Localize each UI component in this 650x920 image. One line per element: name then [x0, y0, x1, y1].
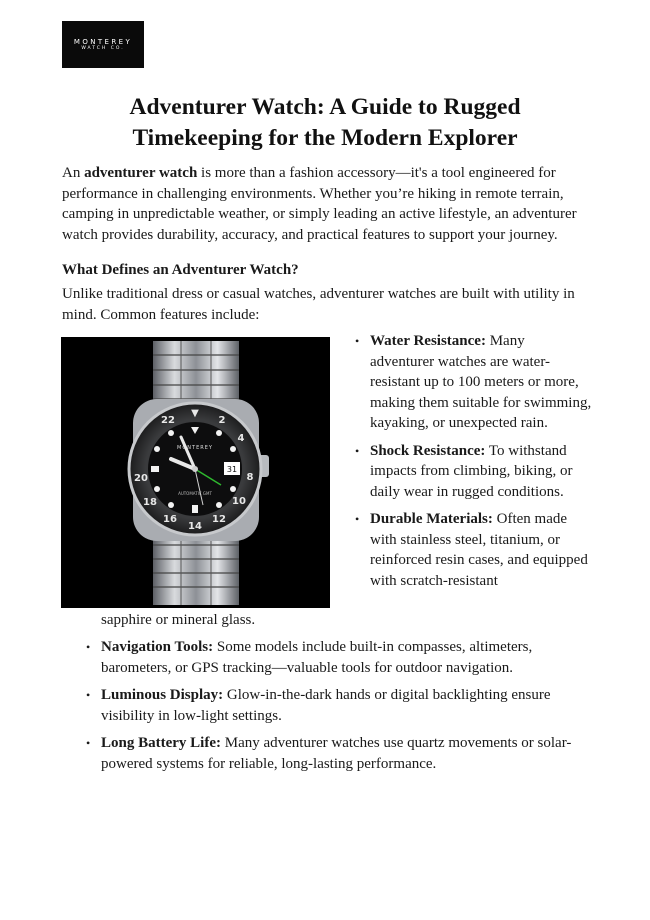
- list-item: • Water Resistance: Many adventurer watches are water-resistant up to 100 meters or more, making them suitable for swimming, kayaking, or unexpected rain.: [370, 331, 592, 434]
- watch-illustration: [61, 337, 330, 608]
- bezel-number: 12: [212, 514, 226, 525]
- date-value: 31: [226, 465, 238, 474]
- list-item: • Long Battery Life: Many adventurer watches use quartz movements or solar-powered systems for reliable, long-lasting performance.: [101, 733, 591, 774]
- page-title: Adventurer Watch: A Guide to Rugged Timekeeping for the Modern Explorer: [129, 94, 521, 151]
- dial-brand: MONTEREY: [177, 445, 213, 451]
- list-item-continuation: sapphire or mineral glass.: [101, 612, 256, 628]
- bezel-number: 14: [188, 521, 202, 532]
- bezel-number: 16: [163, 514, 177, 525]
- intro-paragraph: An adventurer watch is more than a fashion accessory—it's a tool engineered for performance in challenging environments. Whether you’re hiking in remote terrain, camping in unpredictable weather, or simply leading an active lifestyle, an adventurer watch provides durability, accuracy, and practical features to support your journey.: [62, 165, 577, 243]
- intro-keyword: adventurer watch: [84, 165, 198, 181]
- bracelet-top: [153, 341, 239, 407]
- bezel-number: 4: [237, 433, 245, 444]
- list-item: • Shock Resistance: To withstand impacts from climbing, biking, or daily wear in rugged conditions.: [370, 441, 592, 503]
- logo-subname: WATCH CO.: [81, 45, 125, 51]
- section-lead: Unlike traditional dress or casual watches, adventurer watches are built with utility in mind. Common features include:: [62, 286, 575, 323]
- dial-text: AUTOMATIC GMT: [178, 491, 212, 496]
- bezel-number: 2: [218, 415, 226, 426]
- bezel-number: 20: [134, 473, 148, 484]
- feature-list-top: [370, 331, 592, 598]
- list-item: • Durable Materials: Often made with stainless steel, titanium, or reinforced resin cases, and equipped with scratch-resistant: [370, 509, 592, 591]
- bracelet-bottom: [153, 533, 239, 605]
- bezel-number: 22: [161, 415, 175, 426]
- list-item: • Navigation Tools: Some models include built-in compasses, altimeters, barometers, or GPS tracking—valuable tools for outdoor navigation.: [101, 637, 591, 678]
- logo-name: MONTEREY: [73, 37, 133, 46]
- bezel-number: 8: [246, 472, 254, 483]
- list-item: • Luminous Display: Glow-in-the-dark hands or digital backlighting ensure visibility in low-light settings.: [101, 685, 591, 726]
- section-heading: What Defines an Adventurer Watch?: [62, 262, 299, 278]
- watch-image: [61, 337, 330, 608]
- bezel-number: 10: [232, 496, 246, 507]
- bezel-number: 18: [143, 497, 157, 508]
- brand-logo[interactable]: [62, 21, 144, 68]
- feature-list-bottom: [101, 637, 591, 781]
- bezel-pip: ▼: [191, 408, 199, 419]
